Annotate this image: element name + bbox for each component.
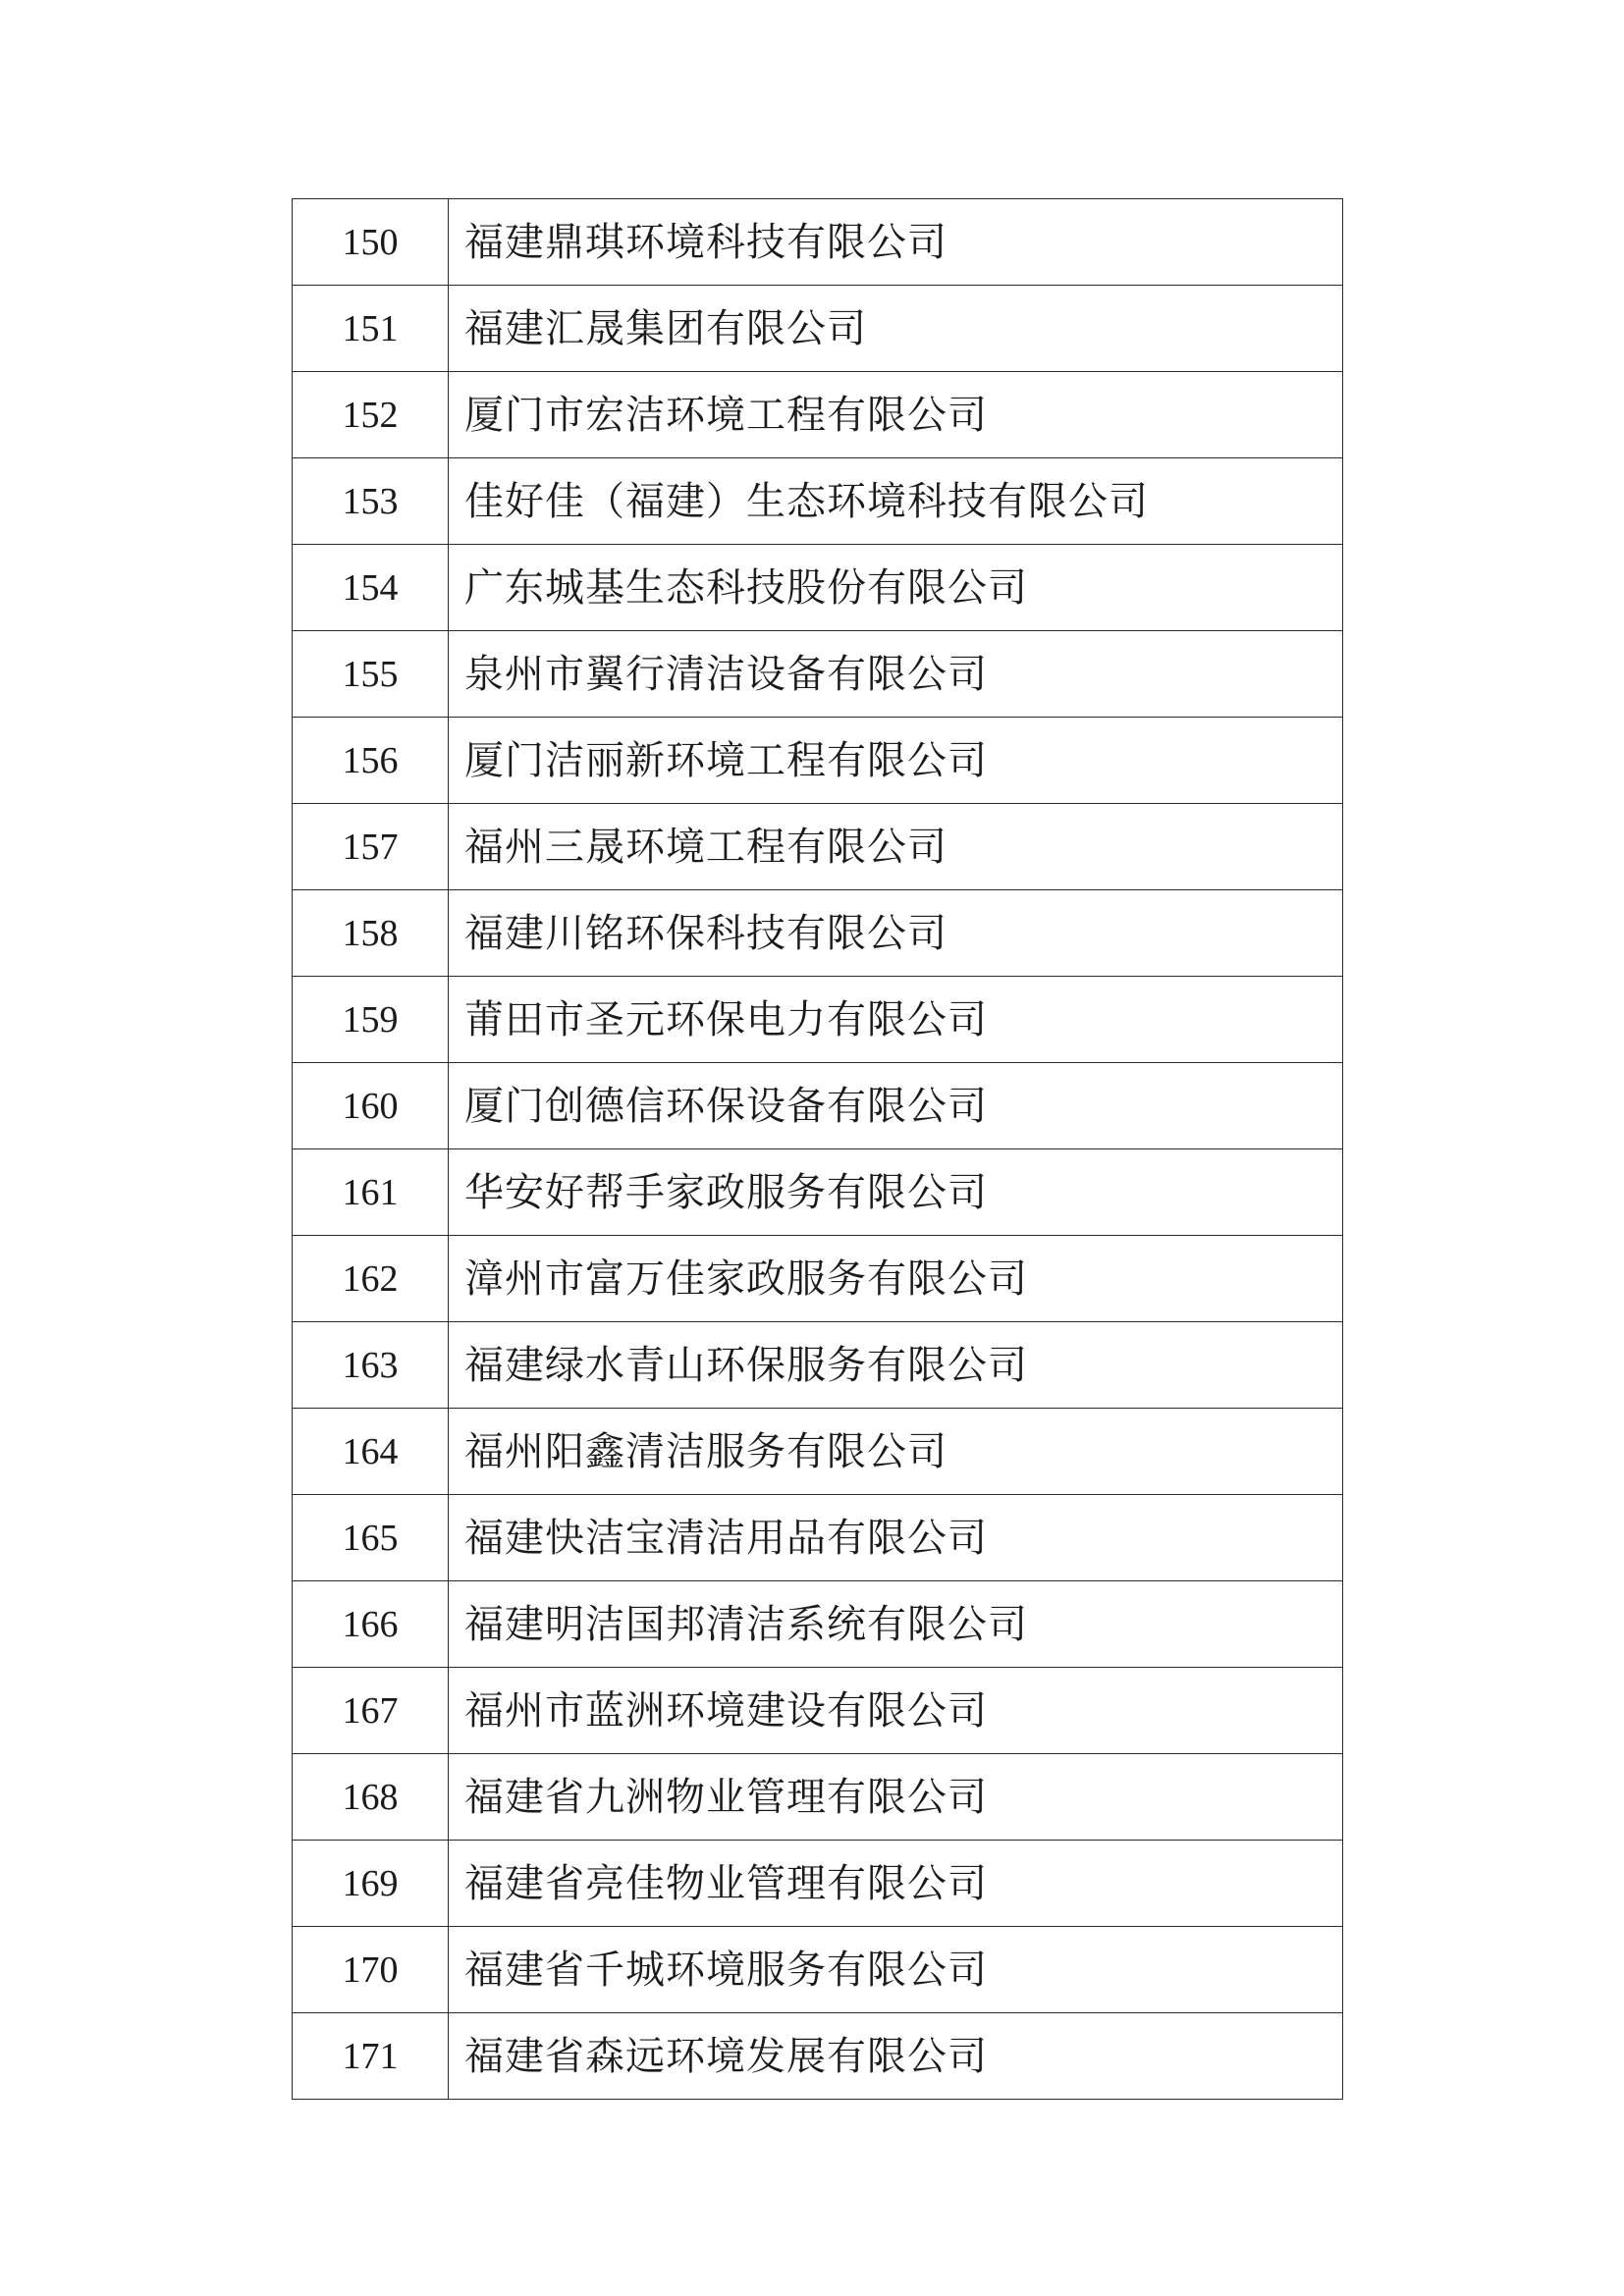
company-name-cell: 华安好帮手家政服务有限公司 [449, 1149, 1343, 1236]
row-number-cell: 167 [293, 1668, 449, 1754]
table-row [293, 1149, 1343, 1236]
row-number-cell: 170 [293, 1927, 449, 2013]
table-row [293, 1409, 1343, 1495]
table-row [293, 1322, 1343, 1409]
row-number-cell: 156 [293, 718, 449, 804]
table-row [293, 458, 1343, 545]
company-name-cell: 福建汇晟集团有限公司 [449, 286, 1343, 372]
table-row [293, 977, 1343, 1063]
company-name-cell: 漳州市富万佳家政服务有限公司 [449, 1236, 1343, 1322]
company-name-cell: 厦门创德信环保设备有限公司 [449, 1063, 1343, 1149]
row-number-cell: 171 [293, 2013, 449, 2100]
company-name-cell: 福建快洁宝清洁用品有限公司 [449, 1495, 1343, 1581]
row-number-cell: 152 [293, 372, 449, 458]
row-number-cell: 158 [293, 890, 449, 977]
row-number-cell: 161 [293, 1149, 449, 1236]
row-number-cell: 151 [293, 286, 449, 372]
row-number-cell: 153 [293, 458, 449, 545]
company-name-cell: 福建鼎琪环境科技有限公司 [449, 199, 1343, 286]
table-row [293, 1668, 1343, 1754]
row-number-cell: 154 [293, 545, 449, 631]
row-number-cell: 162 [293, 1236, 449, 1322]
row-number-cell: 165 [293, 1495, 449, 1581]
row-number-cell: 150 [293, 199, 449, 286]
table-row [293, 804, 1343, 890]
company-name-cell: 福建明洁国邦清洁系统有限公司 [449, 1581, 1343, 1668]
company-name-cell: 广东城基生态科技股份有限公司 [449, 545, 1343, 631]
table-row [293, 199, 1343, 286]
table-row [293, 1927, 1343, 2013]
table-row [293, 631, 1343, 718]
company-name-cell: 福建省九洲物业管理有限公司 [449, 1754, 1343, 1841]
row-number-cell: 157 [293, 804, 449, 890]
row-number-cell: 159 [293, 977, 449, 1063]
company-name-cell: 福州阳鑫清洁服务有限公司 [449, 1409, 1343, 1495]
row-number-cell: 160 [293, 1063, 449, 1149]
company-name-cell: 泉州市翼行清洁设备有限公司 [449, 631, 1343, 718]
company-name-cell: 福建省千城环境服务有限公司 [449, 1927, 1343, 2013]
company-name-cell: 福建省森远环境发展有限公司 [449, 2013, 1343, 2100]
table-row [293, 286, 1343, 372]
table-row [293, 1236, 1343, 1322]
table-row [293, 372, 1343, 458]
table-row [293, 545, 1343, 631]
company-name-cell: 福州三晟环境工程有限公司 [449, 804, 1343, 890]
table-row [293, 1581, 1343, 1668]
row-number-cell: 169 [293, 1841, 449, 1927]
company-name-cell: 福建绿水青山环保服务有限公司 [449, 1322, 1343, 1409]
company-name-cell: 福建川铭环保科技有限公司 [449, 890, 1343, 977]
row-number-cell: 164 [293, 1409, 449, 1495]
table-row [293, 1495, 1343, 1581]
row-number-cell: 163 [293, 1322, 449, 1409]
row-number-cell: 168 [293, 1754, 449, 1841]
company-name-cell: 福州市蓝洲环境建设有限公司 [449, 1668, 1343, 1754]
company-name-cell: 厦门洁丽新环境工程有限公司 [449, 718, 1343, 804]
company-list-table [292, 198, 1343, 2100]
table-row [293, 1841, 1343, 1927]
row-number-cell: 155 [293, 631, 449, 718]
table-row [293, 1063, 1343, 1149]
row-number-cell: 166 [293, 1581, 449, 1668]
company-name-cell: 厦门市宏洁环境工程有限公司 [449, 372, 1343, 458]
company-name-cell: 福建省亮佳物业管理有限公司 [449, 1841, 1343, 1927]
table-row [293, 890, 1343, 977]
company-name-cell: 佳好佳（福建）生态环境科技有限公司 [449, 458, 1343, 545]
company-list-body [293, 199, 1343, 2100]
company-name-cell: 莆田市圣元环保电力有限公司 [449, 977, 1343, 1063]
table-row [293, 718, 1343, 804]
table-row [293, 2013, 1343, 2100]
table-row [293, 1754, 1343, 1841]
